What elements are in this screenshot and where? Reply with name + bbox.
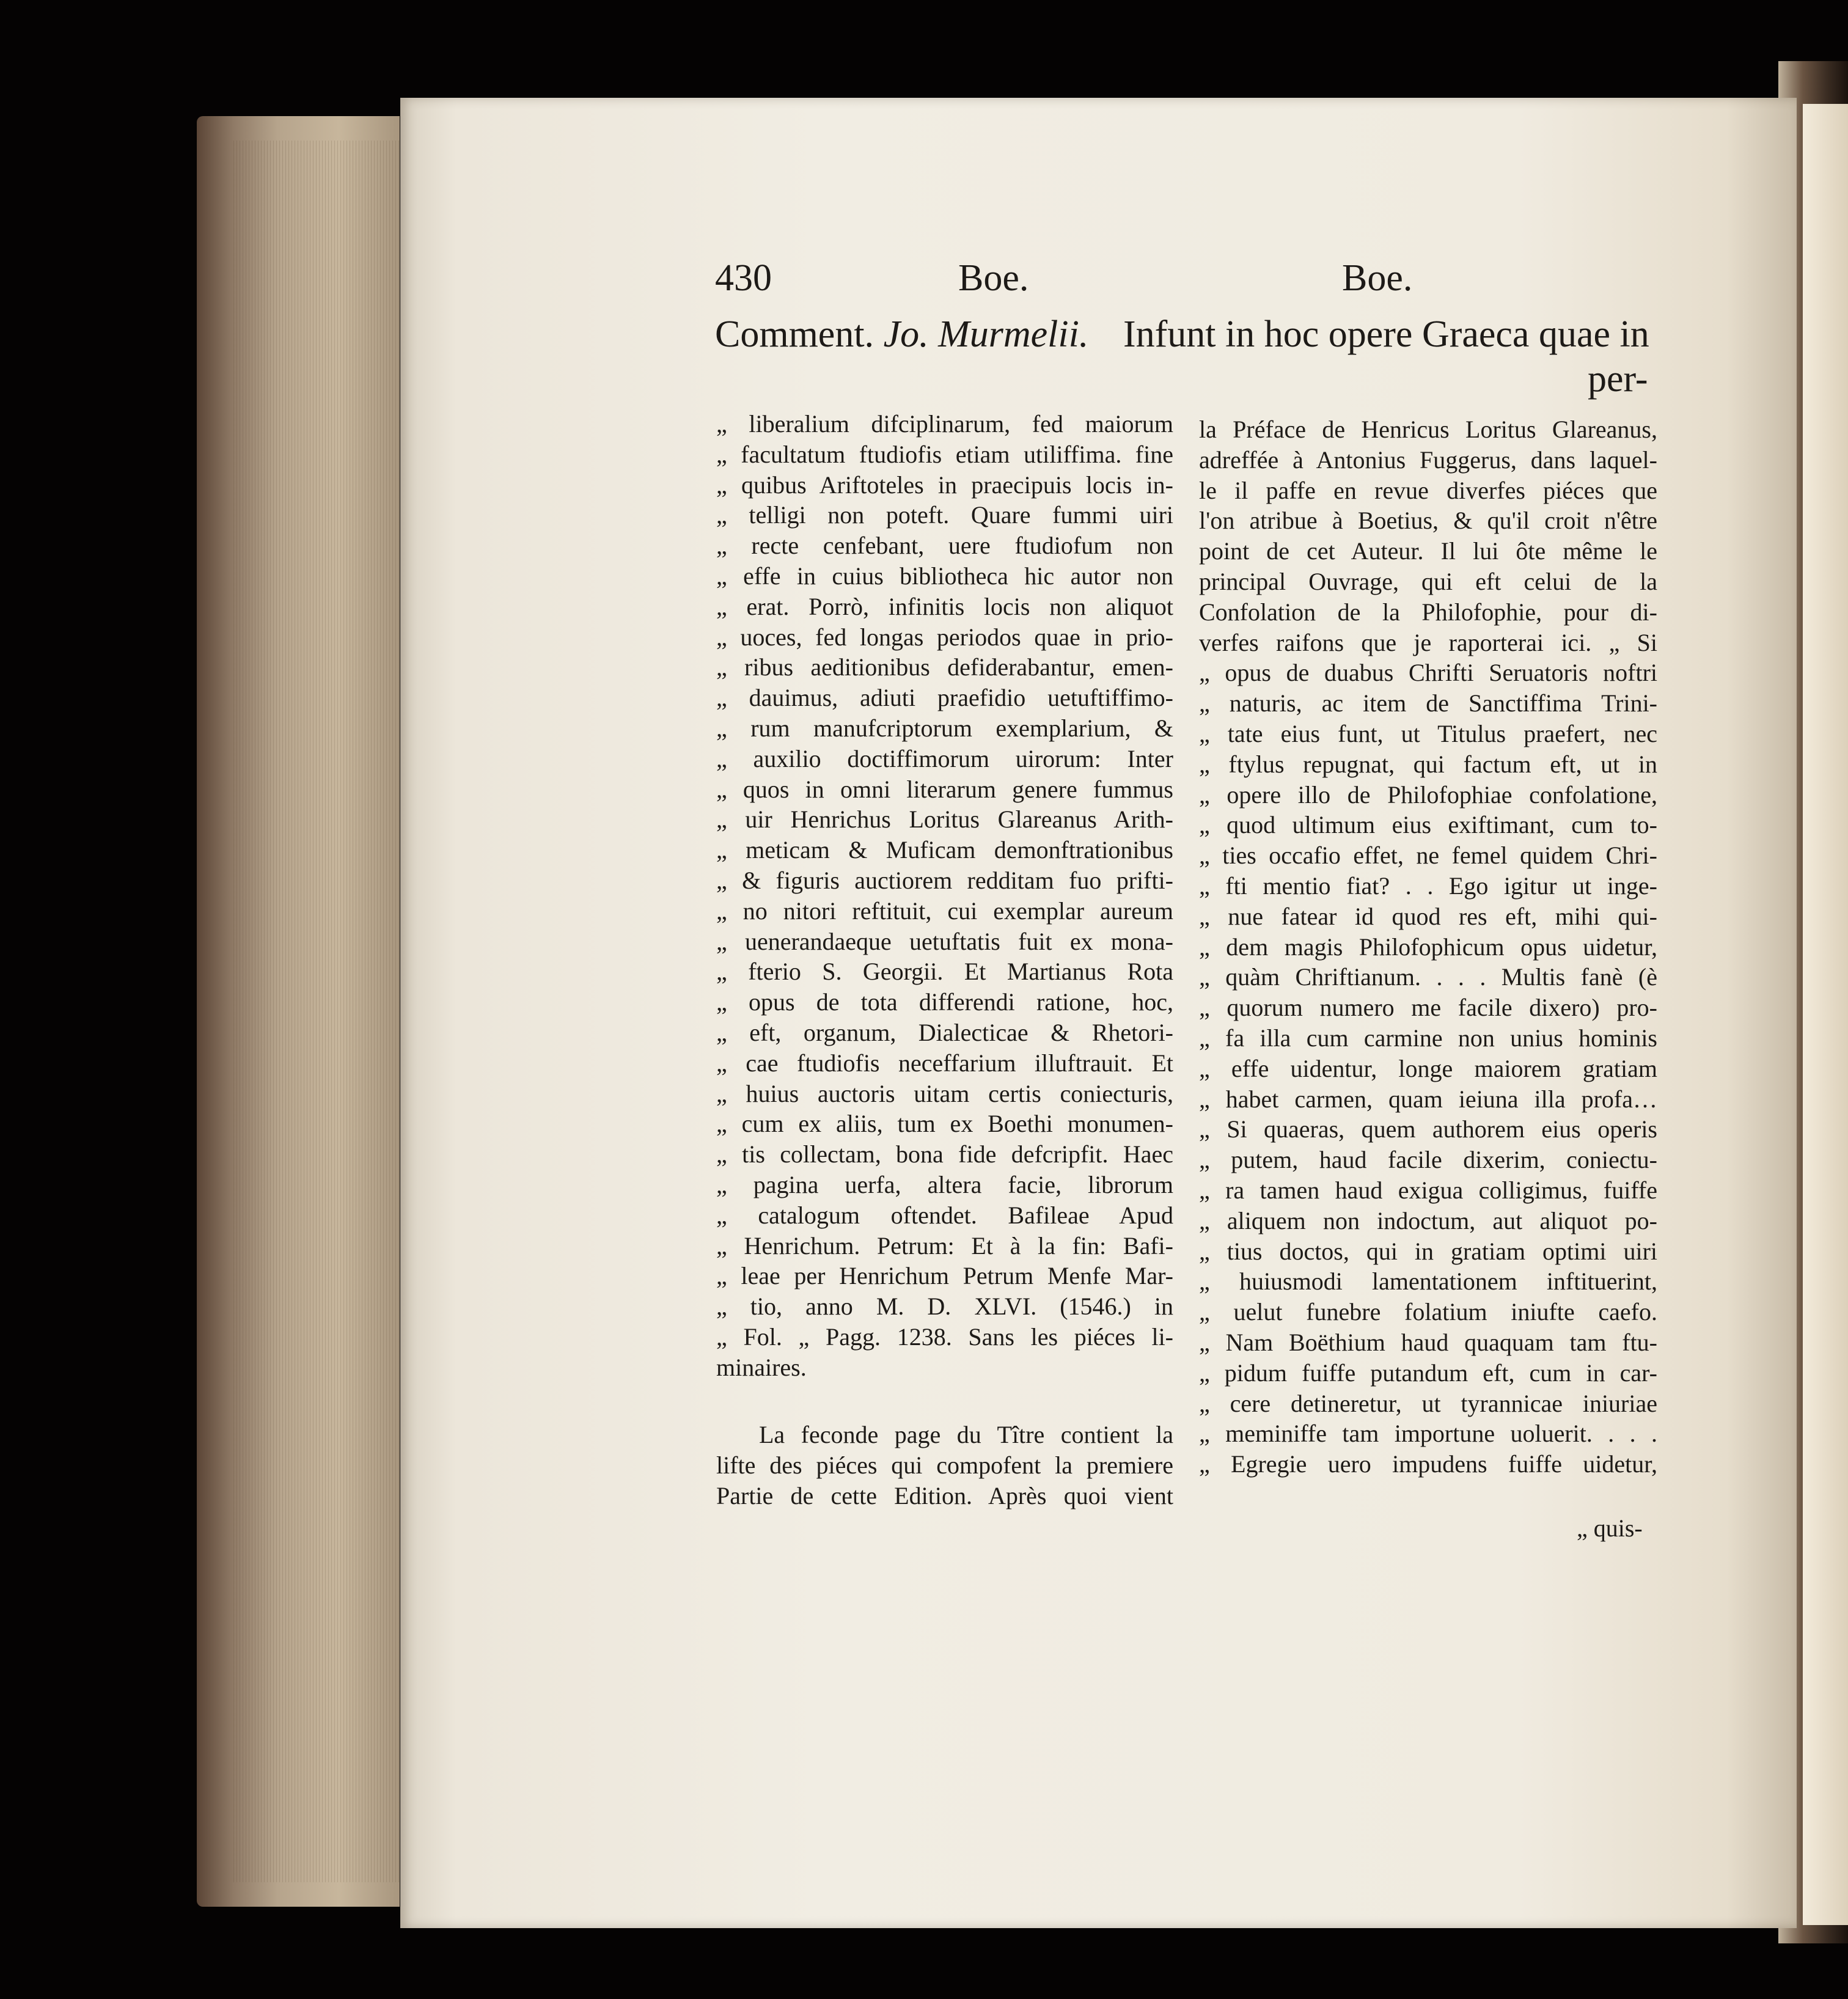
text-line: „ dauimus, adiuti praefidio uetuftiffimo- <box>716 684 1173 712</box>
text-line: „ eft, organum, Dialecticae & Rhetori- <box>716 1018 1173 1046</box>
text-line: „ tis collectam, bona fide defcripfit. Haec <box>716 1140 1173 1168</box>
text-line: l'on atribue à Boetius, & qu'il croit n'être <box>1199 507 1657 535</box>
text-line: „ aliquem non indoctum, aut aliquot po- <box>1199 1206 1657 1234</box>
text-line: „ tate eius funt, ut Titulus praefert, nec <box>1199 719 1657 747</box>
text-line: „ huius auctoris uitam certis coniecturis, <box>716 1079 1173 1107</box>
running-head-left: Boe. <box>958 257 1029 299</box>
left-column <box>716 409 1173 1383</box>
text-line: adreffée à Antonius Fuggerus, dans laquel- <box>1199 446 1657 474</box>
text-line: „ ra tamen haud exigua colligimus, fuiffe <box>1199 1176 1657 1204</box>
text-line: „ opus de tota differendi ratione, hoc, <box>716 988 1173 1016</box>
text-line: „ uenerandaeque uetuftatis fuit ex mona- <box>716 927 1173 955</box>
text-line: „ tio, anno M. D. XLVI. (1546.) in <box>716 1293 1173 1321</box>
text-line: La feconde page du Tître contient la <box>759 1421 1173 1448</box>
text-line: „ leae per Henrichum Petrum Menfe Mar- <box>716 1262 1173 1290</box>
text-line: Confolation de la Philofophie, pour di- <box>1199 598 1657 626</box>
title-left <box>715 313 1088 356</box>
text-line: „ erat. Porrò, infinitis locis non aliquot <box>716 592 1173 620</box>
text-line: „ Fol. „ Pagg. 1238. Sans les piéces li- <box>716 1322 1173 1351</box>
text-line: „ effe uidentur, longe maiorem gratiam <box>1199 1054 1657 1082</box>
text-line: „ naturis, ac item de Sanctiffima Trini- <box>1199 689 1657 717</box>
text-line: „ catalogum oftendet. Bafileae Apud <box>716 1201 1173 1229</box>
text-line: „ meminiffe tam importune uoluerit. . . . <box>1199 1420 1657 1448</box>
text-line: „ Egregie uero impudens fuiffe uidetur, <box>1199 1450 1657 1478</box>
text-line: „ tius doctos, qui in gratiam optimi uiri <box>1199 1237 1657 1265</box>
page-number: 430 <box>715 257 772 299</box>
text-line: lifte des piéces qui compofent la premiere <box>716 1451 1173 1479</box>
text-line: principal Ouvrage, qui eft celui de la <box>1199 567 1657 595</box>
text-line: „ uelut funebre folatium iniufte caefo. <box>1199 1298 1657 1326</box>
text-line: „ huiusmodi lamentationem inftituerint, <box>1199 1267 1657 1296</box>
text-line: „ uir Henrichus Loritus Glareanus Arith- <box>716 805 1173 834</box>
right-column <box>1199 414 1657 1480</box>
text-line: „ auxilio doctiffimorum uirorum: Inter <box>716 744 1173 772</box>
text-line: „ facultatum ftudiofis etiam utiliffima. fine <box>716 440 1173 468</box>
title-continuation: per- <box>1588 358 1648 400</box>
running-head-right: Boe. <box>1342 257 1413 299</box>
text-line: „ Si quaeras, quem authorem eius operis <box>1199 1115 1657 1143</box>
text-line: „ dem magis Philofophicum opus uidetur, <box>1199 933 1657 961</box>
text-line: „ opere illo de Philofophiae confolatione, <box>1199 780 1657 809</box>
text-line: point de cet Auteur. Il lui ôte même le <box>1199 537 1657 565</box>
text-line: „ quod ultimum eius exiftimant, cum to- <box>1199 811 1657 839</box>
text-line: „ Nam Boëthium haud quaquam tam ftu- <box>1199 1328 1657 1356</box>
text-line: „ habet carmen, quam ieiuna illa profa… <box>1199 1085 1657 1113</box>
text-line: „ pagina uerfa, altera facie, librorum <box>716 1170 1173 1198</box>
book-page-edges-left <box>197 116 400 1907</box>
text-line: „ cum ex aliis, tum ex Boethi monumen- <box>716 1110 1173 1138</box>
text-line: „ fti mentio fiat? . . Ego igitur ut inge- <box>1199 871 1657 900</box>
text-line: „ ftylus repugnat, qui factum eft, ut in <box>1199 750 1657 778</box>
text-line: „ rum manufcriptorum exemplarium, & <box>716 714 1173 742</box>
text-line: „ Henrichum. Petrum: Et à la fin: Bafi- <box>716 1231 1173 1260</box>
text-line: „ quorum numero me facile dixero) pro- <box>1199 994 1657 1022</box>
text-line: „ nue fatear id quod res eft, mihi qui- <box>1199 902 1657 930</box>
text-line: „ & figuris auctiorem redditam fuo prifti- <box>716 866 1173 894</box>
text-line: la Préface de Henricus Loritus Glareanus, <box>1199 416 1657 443</box>
text-line: „ ribus aeditionibus defiderabantur, emen- <box>716 653 1173 681</box>
text-line: „ quàm Chriftianum. . . . Multis fanè (è <box>1199 963 1657 991</box>
text-line: „ telligi non poteft. Quare fummi uiri <box>716 501 1173 529</box>
text-line: „ pidum fuiffe putandum eft, cum in car- <box>1199 1359 1657 1387</box>
text-line: „ putem, haud facile dixerim, coniectu- <box>1199 1146 1657 1174</box>
left-paragraph-2 <box>716 1420 1173 1511</box>
text-line: verfes raifons que je raporterai ici. „ Si <box>1199 628 1657 656</box>
text-line: „ recte cenfebant, uere ftudiofum non <box>716 532 1173 560</box>
text-line: „ fa illa cum carmine non unius hominis <box>1199 1024 1657 1052</box>
text-line: „ fterio S. Georgii. Et Martianus Rota <box>716 958 1173 986</box>
catchword: „ quis- <box>1577 1514 1643 1542</box>
title-left-italic: Jo. Murmelii. <box>883 314 1089 355</box>
text-line: minaires. <box>716 1353 807 1381</box>
text-line: „ uoces, fed longas periodos quae in prio- <box>716 623 1173 651</box>
text-line: „ quos in omni literarum genere fummus <box>716 775 1173 803</box>
text-line: le il paffe en revue diverfes piéces que <box>1199 476 1657 504</box>
text-line: „ ties occafio effet, ne femel quidem Chri- <box>1199 842 1657 870</box>
text-line: „ meticam & Muficam demonftrationibus <box>716 836 1173 864</box>
title-left-roman: Comment. <box>715 314 875 355</box>
text-line: Partie de cette Edition. Après quoi vient <box>716 1481 1173 1509</box>
text-line: „ opus de duabus Chrifti Seruatoris noftri <box>1199 659 1657 687</box>
title-right: Infunt in hoc opere Graeca quae in <box>1123 314 1649 355</box>
text-line: „ cere detineretur, ut tyrannicae iniuriae <box>1199 1389 1657 1417</box>
facing-page-sliver <box>1803 104 1848 1925</box>
text-line: „ cae ftudiofis neceffarium illuftrauit. Et <box>716 1049 1173 1077</box>
text-line: „ quibus Ariftoteles in praecipuis locis in- <box>716 471 1173 499</box>
text-line: „ no nitori reftituit, cui exemplar aureum <box>716 897 1173 925</box>
text-line: „ liberalium difciplinarum, fed maiorum <box>716 410 1173 438</box>
text-line: „ effe in cuius bibliotheca hic autor non <box>716 562 1173 590</box>
